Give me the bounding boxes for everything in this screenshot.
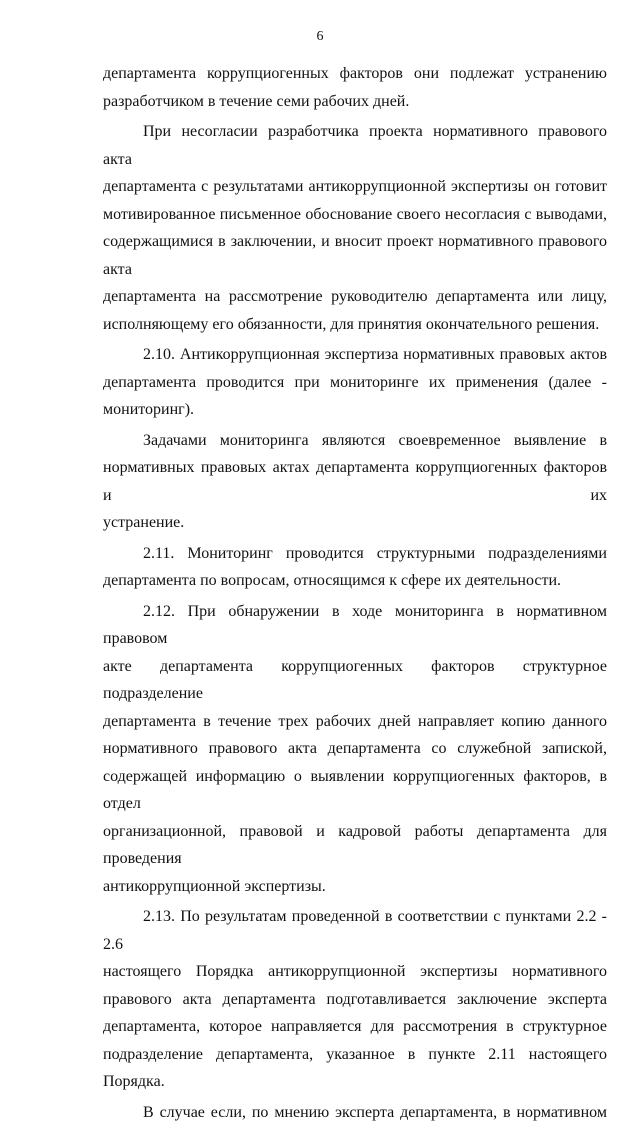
paragraph-3 bbox=[103, 341, 607, 424]
text-line: содержащимися в заключении, и вносит проект нормативного правового акта bbox=[103, 233, 607, 278]
text-line: мониторинг). bbox=[103, 401, 195, 418]
text-line: разработчиком в течение семи рабочих дней. bbox=[103, 92, 410, 110]
text-line: устранение. bbox=[103, 514, 185, 531]
text-line: Задачами мониторинга являются своевременное выявление в bbox=[143, 431, 607, 449]
paragraph-8 bbox=[103, 1099, 607, 1127]
text-line: 2.10. Антикоррупционная экспертиза нормативных правовых актов bbox=[143, 346, 607, 363]
text-line: нормативных правовых актах департамента коррупциогенных факторов и их bbox=[103, 459, 607, 504]
text-line: департамента по вопросам, относящимся к сфере их деятельности. bbox=[103, 572, 562, 589]
text-line: исполняющему его обязанности, для принятия окончательного решения. bbox=[103, 315, 600, 333]
document-body bbox=[103, 60, 607, 1129]
text-line: содержащей информацию о выявлении коррупциогенных факторов, в отдел bbox=[103, 767, 607, 812]
paragraph-5 bbox=[103, 540, 607, 595]
text-line: акте департамента коррупциогенных факторов структурное подразделение bbox=[103, 657, 607, 702]
text-line: 2.11. Мониторинг проводится структурными подразделениями bbox=[143, 544, 607, 562]
paragraph-4 bbox=[103, 427, 607, 537]
text-line: При несогласии разработчика проекта нормативного правового акта bbox=[103, 123, 607, 168]
text-line: 2.12. При обнаружении в ходе мониторинга в нормативном правовом bbox=[103, 602, 607, 647]
text-line: 2.13. По результатам проведенной в соответствии с пунктами 2.2 - 2.6 bbox=[103, 908, 607, 953]
page-number: 6 bbox=[316, 29, 324, 44]
text-line: департамента на рассмотрение руководителю департамента или лицу, bbox=[103, 288, 607, 305]
text-line: нормативного правового акта департамента со служебной запиской, bbox=[103, 740, 607, 757]
text-line: антикоррупционной экспертизы. bbox=[103, 877, 326, 895]
text-line: подразделение департамента, указанное в пункте 2.11 настоящего Порядка. bbox=[103, 1045, 607, 1090]
text-line: департамента, которое направляется для рассмотрения в структурное bbox=[103, 1018, 607, 1035]
text-line: департамента проводится при мониторинге их применения (далее - bbox=[103, 373, 607, 391]
text-line: департамента коррупциогенных факторов они подлежат устранению bbox=[103, 65, 607, 82]
text-line: департамента в течение трех рабочих дней направляет копию данного bbox=[103, 712, 607, 730]
paragraph-1 bbox=[103, 60, 607, 115]
paragraph-2 bbox=[103, 118, 607, 338]
paragraph-7 bbox=[103, 903, 607, 1096]
text-line: настоящего Порядка антикоррупционной экспертизы нормативного bbox=[103, 963, 607, 980]
text-line: мотивированное письменное обоснование своего несогласия с выводами, bbox=[103, 205, 607, 223]
text-line: департамента с результатами антикоррупционной экспертизы он готовит bbox=[103, 178, 607, 195]
paragraph-6 bbox=[103, 598, 607, 901]
text-line: В случае если, по мнению эксперта департамента, в нормативном bbox=[143, 1103, 607, 1121]
text-line: правового акта департамента подготавливается заключение эксперта bbox=[103, 990, 607, 1008]
text-line: организационной, правовой и кадровой работы департамента для проведения bbox=[103, 822, 607, 867]
